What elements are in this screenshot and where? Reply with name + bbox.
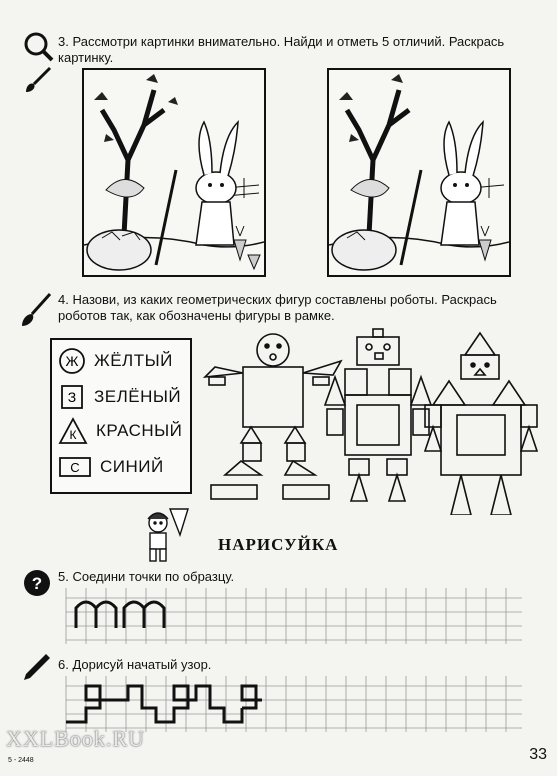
question-icon: [24, 570, 50, 596]
print-code: 5 - 2448: [8, 757, 34, 764]
watermark: XXLBook.RU: [6, 726, 145, 751]
task6-number: 6.: [58, 657, 69, 672]
svg-text:?: ?: [31, 574, 43, 593]
square-shape-icon: [58, 383, 86, 411]
task4-icon: [20, 292, 54, 333]
rectangle-shape-icon: [58, 454, 92, 480]
legend-letter: Ж: [65, 353, 79, 369]
pencil-icon: [24, 654, 50, 680]
triangle-shape-icon: [58, 417, 88, 445]
sample-pattern: [66, 686, 262, 722]
magnifier-icon: [26, 34, 52, 60]
robots-illustration: [195, 325, 540, 515]
task5-icon: [22, 568, 52, 603]
robot-2: [325, 329, 431, 501]
legend-letter: К: [69, 428, 77, 442]
sample-arches: [76, 602, 164, 628]
task6-icon: [20, 652, 50, 687]
legend-row-rectangle: [58, 454, 164, 480]
task6-text: [58, 657, 211, 673]
task5-instruction: Соедини точки по образцу.: [72, 569, 235, 584]
dot-grid-1[interactable]: [62, 588, 532, 648]
robot-1: [205, 334, 341, 499]
picture-right: [327, 68, 511, 277]
task5-number: 5.: [58, 569, 69, 584]
task3-text: [58, 34, 548, 66]
task3-instruction: Рассмотри картинки внимательно. Найди и отметь 5 отличий. Раскрась картинку.: [58, 34, 505, 65]
child-illustration: [140, 505, 190, 565]
legend-label: ЗЕЛЁНЫЙ: [94, 387, 182, 406]
page-number: 33: [529, 746, 547, 763]
task3-number: 3.: [58, 34, 69, 49]
task3-icons: [22, 30, 56, 99]
task4-number: 4.: [58, 292, 69, 307]
task4-instruction: Назови, из каких геометрических фигур составлены роботы. Раскрась роботов так, как обозначены фигуры в рамке.: [58, 292, 497, 323]
legend-label: ЖЁЛТЫЙ: [94, 351, 173, 370]
picture-left: [82, 68, 266, 277]
brush-icon: [22, 294, 50, 326]
task6-instruction: Дорисуй начатый узор.: [72, 657, 212, 672]
section-heading: НАРИСУЙКА: [218, 535, 339, 554]
legend-label: СИНИЙ: [100, 457, 164, 476]
task4-text: [58, 292, 548, 324]
legend-letter: З: [67, 389, 77, 405]
brush-icon: [26, 68, 50, 92]
legend-label: КРАСНЫЙ: [96, 421, 183, 440]
task5-text: [58, 569, 234, 585]
robot-3: [425, 333, 537, 515]
legend-letter: С: [70, 460, 80, 475]
circle-shape-icon: [58, 347, 86, 375]
legend-row-triangle: [58, 418, 182, 444]
legend-row-circle: [58, 348, 173, 374]
legend-row-square: [58, 384, 181, 410]
shape-color-legend: [50, 338, 192, 494]
